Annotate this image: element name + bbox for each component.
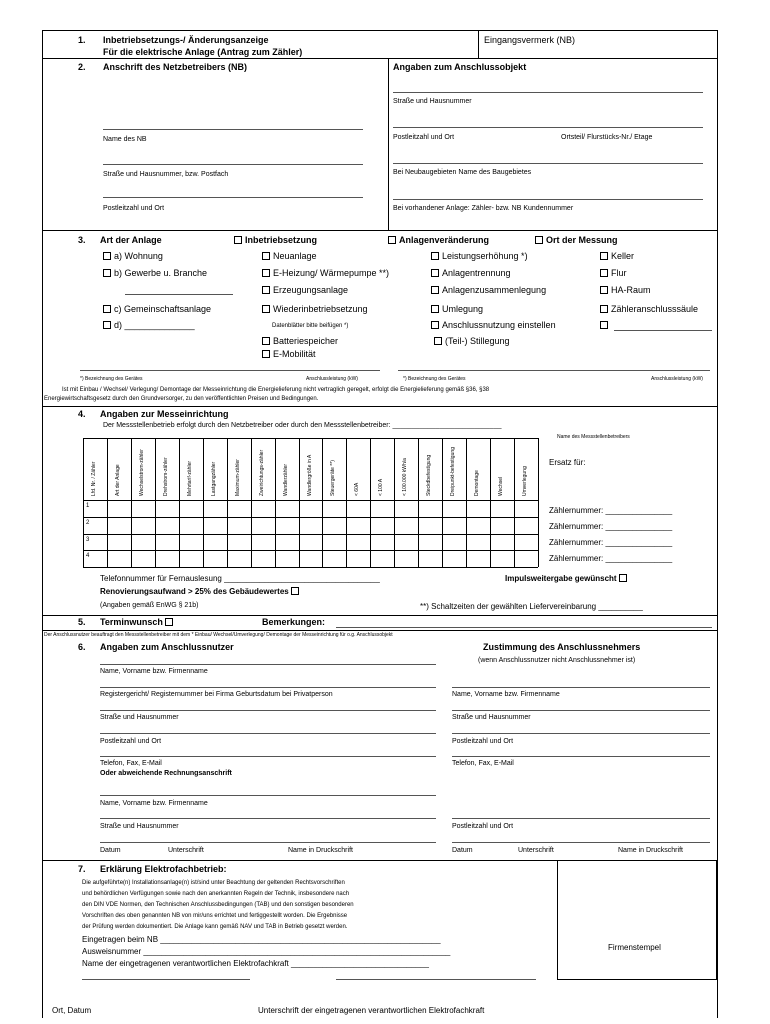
- table-row-line: [83, 567, 538, 568]
- table-col-line: [322, 438, 323, 567]
- object-zip-label: Postleitzahl und Ort: [393, 134, 455, 141]
- terminwunsch-checkbox[interactable]: Terminwunsch: [100, 617, 176, 627]
- nehmer-unterschrift-label: Unterschrift: [518, 847, 554, 854]
- table-header-cell: Lastgangzähler: [210, 461, 217, 496]
- nutzer-street-label: Straße und Hausnummer: [100, 714, 179, 721]
- footnote-geraet-2: *) Bezeichnung des Gerätes: [403, 376, 466, 382]
- section-7-title: Erklärung Elektrofachbetrieb:: [100, 864, 227, 874]
- table-col-line: [299, 438, 300, 567]
- checkbox-icon: [431, 321, 439, 329]
- table-header-cell: Umverlegung: [522, 466, 529, 496]
- footnote-geraet-1: *) Bezeichnung des Gerätes: [80, 376, 143, 382]
- object-zip-line[interactable]: [393, 127, 703, 128]
- section-4-number: 4.: [78, 409, 86, 419]
- option-erzeugung[interactable]: Erzeugungsanlage: [262, 285, 348, 295]
- table-row-number: 4: [86, 553, 90, 560]
- table-header-cell: Dreipunkt-befestigung: [450, 447, 457, 496]
- erklaerung-line-5: der Prüfung werden dokumentiert. Die Anlage kann gemäß NAV und TAB in Betrieb gesetzt werden.: [82, 924, 348, 930]
- checkbox-icon: [600, 269, 608, 277]
- checkbox-icon: [165, 618, 173, 626]
- section-1-number: 1.: [78, 35, 86, 45]
- energy-note-1: Ist mit Einbau / Wechsel/ Verlegung/ Demontage der Messeinrichtung die Energielieferung nicht vertraglich geregelt, erfolgt die Energielieferung gemäß §36, §38: [62, 387, 490, 393]
- table-header-cell: Wechselstrom-zähler: [138, 449, 145, 496]
- branche-line[interactable]: [125, 294, 233, 295]
- checkbox-icon: [262, 286, 270, 294]
- option-wiederinbetrieb[interactable]: Wiederinbetriebsetzung: [262, 304, 368, 314]
- table-header-cell: Steckdbefestigung: [426, 454, 433, 496]
- option-d[interactable]: d) ______________: [103, 320, 195, 330]
- ausweis-field[interactable]: Ausweisnummer _____________________________________________________________________: [82, 947, 451, 956]
- checkbox-icon: [431, 286, 439, 294]
- object-vorhanden-label: Bei vorhandener Anlage: Zähler- bzw. NB Kundennummer: [393, 205, 574, 212]
- meter-table: [83, 438, 538, 567]
- rechnung-street-label: Straße und Hausnummer: [100, 823, 179, 830]
- checkbox-icon: [103, 269, 111, 277]
- checkbox-icon: [262, 350, 270, 358]
- table-row-line: [83, 500, 538, 501]
- frame-left: [42, 30, 43, 1018]
- table-col-line: [538, 438, 539, 567]
- impuls-checkbox[interactable]: Impulsweitergabe gewünscht: [505, 574, 630, 583]
- zaehlernummer-1[interactable]: Zählernummer: _______________: [549, 506, 673, 515]
- nb-street-line[interactable]: [103, 164, 363, 165]
- elektrofachkraft-field[interactable]: Name der eingetragenen verantwortlichen Elektrofachkraft _______________________________: [82, 959, 429, 968]
- section-1-title: Inbetriebsetzungs-/ Änderungsanzeige: [103, 35, 269, 45]
- table-col-line: [370, 438, 371, 567]
- option-neuanlage[interactable]: Neuanlage: [262, 251, 317, 261]
- object-street-label: Straße und Hausnummer: [393, 98, 472, 105]
- nb-zip-label: Postleitzahl und Ort: [103, 205, 165, 212]
- table-header-cell: Demontage: [474, 470, 481, 496]
- checkbox-icon: [431, 269, 439, 277]
- option-nutzung-einstellen[interactable]: Anschlussnutzung einstellen: [431, 320, 556, 330]
- table-col-line: [83, 438, 84, 567]
- table-row-number: 1: [86, 503, 90, 509]
- abweichende-rechnungsanschrift: Oder abweichende Rechnungsanschrift: [100, 770, 232, 777]
- table-header-cell: Wechsel: [498, 476, 505, 496]
- table-col-line: [203, 438, 204, 567]
- table-row-line: [83, 517, 538, 518]
- object-ortsteil-label: Ortsteil/ Flurstücks-Nr./ Etage: [561, 134, 653, 141]
- checkbox-icon: [535, 236, 543, 244]
- checkbox-icon: [431, 305, 439, 313]
- bemerkungen-line[interactable]: [336, 627, 712, 628]
- datenblatt-note: Datenblätter bitte beifügen *): [272, 323, 349, 329]
- nutzer-unterschrift-label: Unterschrift: [168, 847, 204, 854]
- inbetriebsetzung-checkbox[interactable]: Inbetriebsetzung: [234, 235, 317, 245]
- section-6-number: 6.: [78, 642, 86, 652]
- checkbox-icon: [600, 286, 608, 294]
- nb-zip-line[interactable]: [103, 197, 363, 198]
- checkbox-icon: [262, 305, 270, 313]
- ort-datum-label: Ort, Datum: [52, 1006, 92, 1015]
- eingangsvermerk-label: Eingangsvermerk (NB): [484, 35, 576, 45]
- option-zaehleranschlusssaeule[interactable]: Zähleranschlusssäule: [600, 304, 698, 314]
- section-4-title: Angaben zur Messeinrichtung: [100, 409, 229, 419]
- table-col-line: [514, 438, 515, 567]
- msb-intro: Der Messstellenbetrieb erfolgt durch den Netzbetreiber oder durch den Messstellenbetreiber: ____________________________: [103, 422, 502, 429]
- option-eheizung[interactable]: E-Heizung/ Wärmepumpe **): [262, 268, 389, 278]
- option-stillegung[interactable]: (Teil-) Stillegung: [434, 336, 510, 346]
- ort-messung-checkbox[interactable]: Ort der Messung: [535, 235, 618, 245]
- table-header-cell: Drehstrom-zähler: [162, 457, 169, 496]
- nutzer-datum-label: Datum: [100, 847, 121, 854]
- table-col-line: [346, 438, 347, 567]
- checkbox-icon: [103, 321, 111, 329]
- checkbox-icon: [434, 337, 442, 345]
- bemerkungen-label: Bemerkungen:: [262, 617, 326, 627]
- option-ha-raum[interactable]: HA-Raum: [600, 285, 651, 295]
- rechnung-name-label: Name, Vorname bzw. Firmenname: [100, 800, 208, 807]
- checkbox-icon: [262, 252, 270, 260]
- nehmer-zip2-label: Postleitzahl und Ort: [452, 823, 514, 830]
- table-header-cell: < 100 A: [378, 478, 385, 496]
- zustimmung-title: Zustimmung des Anschlussnehmers: [483, 642, 641, 652]
- option-keller[interactable]: Keller: [600, 251, 634, 261]
- table-header-cell: Maximum-zähler: [234, 459, 241, 496]
- option-umlegung[interactable]: Umlegung: [431, 304, 483, 314]
- table-col-line: [394, 438, 395, 567]
- table-col-line: [251, 438, 252, 567]
- option-wohnung[interactable]: a) Wohnung: [103, 251, 163, 261]
- nutzer-phone-label: Telefon, Fax, E-Mail: [100, 760, 162, 767]
- checkbox-icon: [431, 252, 439, 260]
- erklaerung-line-4: Vorschriften des oben genannten NB von mir/uns errichtet und fertiggestellt worden. Die Ergebnisse: [82, 913, 348, 919]
- table-col-line: [466, 438, 467, 567]
- nutzer-name-label: Name, Vorname bzw. Firmenname: [100, 668, 208, 675]
- nb-street-label: Straße und Hausnummer, bzw. Postfach: [103, 171, 229, 178]
- checkbox-icon: [103, 252, 111, 260]
- option-anlagentrennung[interactable]: Anlagentrennung: [431, 268, 511, 278]
- table-row-line: [83, 534, 538, 535]
- table-header-cell: Zweirichtungs-zähler: [258, 449, 265, 496]
- nb-name-line[interactable]: [103, 129, 363, 130]
- section-2-title: Anschrift des Netzbetreibers (NB): [103, 62, 248, 72]
- table-header-cell: Steuergeräte **): [330, 460, 337, 496]
- nehmer-zip-label: Postleitzahl und Ort: [452, 738, 514, 745]
- table-col-line: [107, 438, 108, 567]
- table-header-cell: Lfd. Nr. / Zähler: [90, 461, 97, 496]
- checkbox-icon: [619, 574, 627, 582]
- msb-name-label: Name des Messstellenbetreibers: [557, 434, 630, 440]
- nehmer-datum-label: Datum: [452, 847, 473, 854]
- table-col-line: [418, 438, 419, 567]
- zaehlernummer-2[interactable]: Zählernummer: _______________: [549, 522, 673, 531]
- zaehlernummer-3[interactable]: Zählernummer: _______________: [549, 538, 673, 547]
- option-other-location[interactable]: [600, 320, 611, 330]
- option-emobil[interactable]: E-Mobilität: [262, 349, 316, 359]
- table-col-line: [155, 438, 156, 567]
- object-title: Angaben zum Anschlussobjekt: [393, 62, 527, 72]
- anlagenveraenderung-checkbox[interactable]: Anlagenveränderung: [388, 235, 489, 245]
- table-header-cell: Art der Anlage: [114, 464, 121, 496]
- eingetragen-field[interactable]: Eingetragen beim NB _______________________________________________________________: [82, 935, 441, 944]
- table-header-cell: < 100.000 kWh/a: [402, 458, 409, 496]
- section-7-number: 7.: [78, 864, 86, 874]
- section-3-title: Art der Anlage: [100, 235, 162, 245]
- zaehlernummer-4[interactable]: Zählernummer: _______________: [549, 554, 673, 563]
- checkbox-icon: [103, 305, 111, 313]
- option-gemeinschaft[interactable]: c) Gemeinschaftsanlage: [103, 304, 211, 314]
- energy-note-2: Energiewirtschaftsgesetz durch den Grundversorger, zu den veröffentlichten Preisen und Bedingungen.: [44, 396, 319, 402]
- firmenstempel-label: Firmenstempel: [608, 943, 661, 952]
- nehmer-phone-label: Telefon, Fax, E-Mail: [452, 760, 514, 767]
- auftrag-note: Der Anschlussnutzer beauftragt den Messstellenbetreiber mit dem * Einbau/ Wechsel/Umverlegung/ Demontage der Messeinrichtung für o.g. Anschlussobjekt: [44, 632, 393, 638]
- frame-top: [42, 30, 717, 31]
- table-col-line: [131, 438, 132, 567]
- renovierung-note: (Angaben gemäß EnWG § 21b): [100, 602, 199, 609]
- checkbox-icon: [600, 252, 608, 260]
- section-2-number: 2.: [78, 62, 86, 72]
- table-header-cell: Mehrtarif-zähler: [186, 460, 193, 496]
- checkbox-icon: [262, 269, 270, 277]
- nehmer-name-label: Name, Vorname bzw. Firmenname: [452, 691, 560, 698]
- option-batterie[interactable]: Batteriespeicher: [262, 336, 338, 346]
- table-col-line: [442, 438, 443, 567]
- option-gewerbe[interactable]: b) Gewerbe u. Branche: [103, 268, 207, 278]
- frame-right: [717, 30, 718, 1018]
- section-3-number: 3.: [78, 235, 86, 245]
- erklaerung-line-3: den DIN VDE Normen, den Technischen Anschlussbedingungen (TAB) und den sonstigen besonderen: [82, 902, 354, 908]
- checkbox-icon: [600, 321, 608, 329]
- option-flur[interactable]: Flur: [600, 268, 627, 278]
- option-zusammenlegung[interactable]: Anlagenzusammenlegung: [431, 285, 546, 295]
- table-col-line: [179, 438, 180, 567]
- renovierung-checkbox[interactable]: Renovierungsaufwand > 25% des Gebäudewertes: [100, 587, 302, 596]
- object-vorhanden-line[interactable]: [393, 199, 703, 200]
- erklaerung-line-2: und behördlichen Verfügungen sowie nach den anerkannten Regeln der Technik, insbesondere nach: [82, 891, 350, 897]
- table-row-line: [83, 438, 538, 439]
- table-col-line: [490, 438, 491, 567]
- nutzer-zip-label: Postleitzahl und Ort: [100, 738, 162, 745]
- object-neubau-label: Bei Neubaugebieten Name des Baugebietes: [393, 169, 532, 176]
- option-leistungserhoehung[interactable]: Leistungserhöhung *): [431, 251, 528, 261]
- section-5-number: 5.: [78, 617, 86, 627]
- zustimmung-subtitle: (wenn Anschlussnutzer nicht Anschlussnehmer ist): [478, 657, 636, 664]
- checkbox-icon: [388, 236, 396, 244]
- table-header-cell: < 60A: [354, 482, 361, 496]
- table-header-cell: Wandlergröße in A: [306, 454, 313, 496]
- table-col-line: [275, 438, 276, 567]
- checkbox-icon: [600, 305, 608, 313]
- table-row-number: 3: [86, 536, 90, 543]
- object-street-line[interactable]: [393, 92, 703, 93]
- nehmer-street-label: Straße und Hausnummer: [452, 714, 531, 721]
- nb-name-label: Name des NB: [103, 136, 147, 143]
- section-6-title: Angaben zum Anschlussnutzer: [100, 642, 234, 652]
- schaltzeiten-field[interactable]: **) Schaltzeiten der gewählten Liefervereinbarung __________: [420, 602, 643, 611]
- nutzer-register-label: Registergericht/ Registernummer bei Firma Geburtsdatum bei Privatperson: [100, 691, 333, 698]
- table-row-line: [83, 550, 538, 551]
- firmenstempel-box[interactable]: [557, 860, 717, 980]
- section-1-subtitle: Für die elektrische Anlage (Antrag zum Zähler): [103, 47, 303, 57]
- checkbox-icon: [291, 587, 299, 595]
- other-location-line[interactable]: [614, 330, 712, 331]
- table-row-number: 2: [86, 519, 90, 526]
- unterschrift-ef-label: Unterschrift der eingetragenen verantwortlichen Elektrofachkraft: [258, 1006, 485, 1015]
- checkbox-icon: [262, 337, 270, 345]
- checkbox-icon: [234, 236, 242, 244]
- object-neubau-line[interactable]: [393, 163, 703, 164]
- nehmer-druckschrift-label: Name in Druckschrift: [618, 847, 683, 854]
- fernauslesung-field[interactable]: Telefonnummer für Fernauslesung ___________________________________: [100, 574, 380, 583]
- nutzer-druckschrift-label: Name in Druckschrift: [288, 847, 353, 854]
- erklaerung-line-1: Die aufgeführte(n) Installationsanlage(n) ist/sind unter Beachtung der geltenden Rechtsvorschriften: [82, 880, 345, 886]
- ersatz-label: Ersatz für:: [549, 458, 586, 467]
- footnote-leistung-1: Anschlussleistung (kW): [306, 376, 358, 382]
- table-header-cell: Wandlerzähler: [282, 463, 289, 496]
- footnote-leistung-2: Anschlussleistung (kW): [651, 376, 703, 382]
- table-col-line: [227, 438, 228, 567]
